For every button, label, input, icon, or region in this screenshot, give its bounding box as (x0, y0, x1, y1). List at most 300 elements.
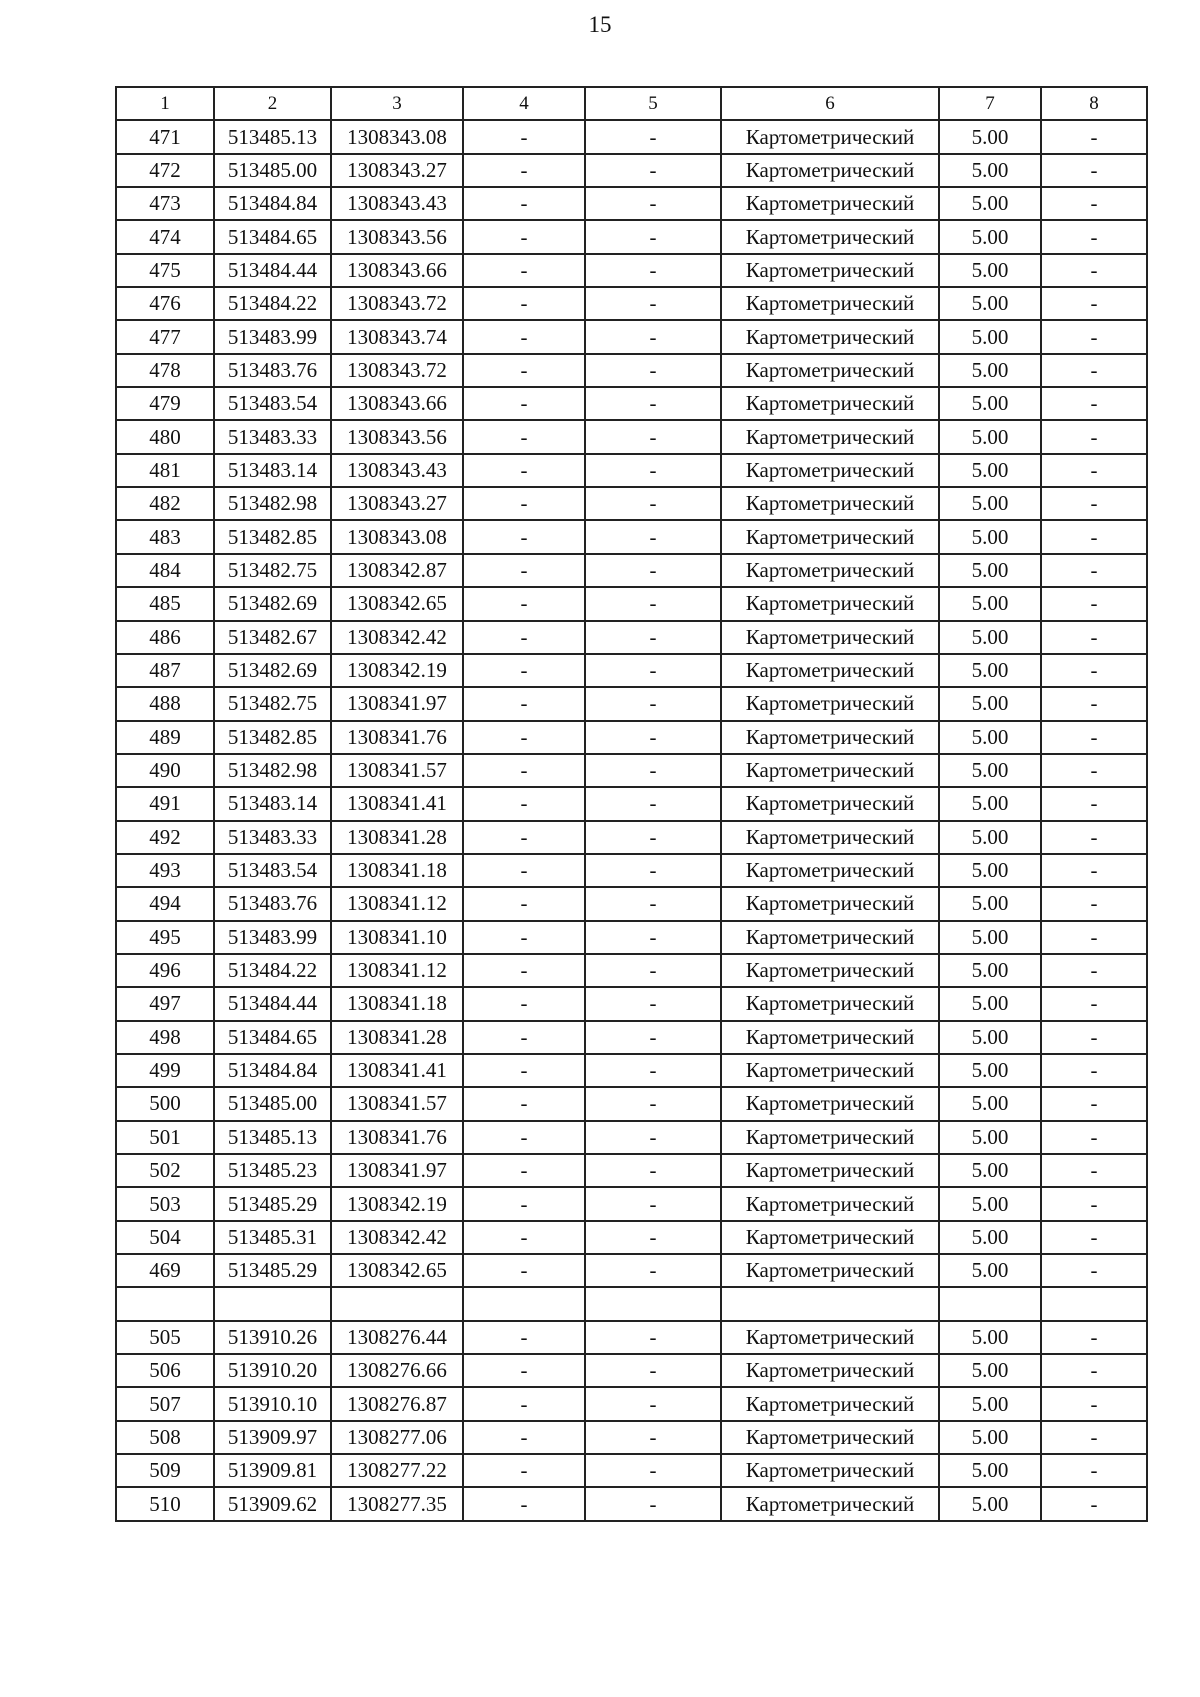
x-coordinate-cell: 513483.14 (214, 787, 331, 820)
y-coordinate-cell: 1308277.06 (331, 1421, 463, 1454)
x-coordinate-cell: 513484.84 (214, 187, 331, 220)
col4-cell: - (463, 1454, 585, 1487)
y-coordinate-cell: 1308343.66 (331, 387, 463, 420)
accuracy-cell: 5.00 (939, 1487, 1041, 1520)
point-number-cell: 489 (116, 721, 214, 754)
col4-cell: - (463, 1421, 585, 1454)
x-coordinate-cell: 513482.75 (214, 554, 331, 587)
method-cell: Картометрический (721, 1321, 939, 1354)
point-number-cell: 487 (116, 654, 214, 687)
x-coordinate-cell: 513483.99 (214, 921, 331, 954)
col4-cell: - (463, 487, 585, 520)
x-coordinate-cell: 513483.54 (214, 854, 331, 887)
col8-cell: - (1041, 320, 1147, 353)
col5-cell: - (585, 687, 721, 720)
method-cell: Картометрический (721, 954, 939, 987)
method-cell: Картометрический (721, 854, 939, 887)
table-row (116, 1087, 1147, 1120)
col8-cell: - (1041, 1021, 1147, 1054)
col4-cell: - (463, 1021, 585, 1054)
col8-cell: - (1041, 954, 1147, 987)
x-coordinate-cell: 513910.10 (214, 1387, 331, 1420)
col5-cell: - (585, 320, 721, 353)
method-cell: Картометрический (721, 454, 939, 487)
table-row (116, 1121, 1147, 1154)
y-coordinate-cell: 1308343.66 (331, 254, 463, 287)
col5-cell: - (585, 1487, 721, 1520)
accuracy-cell: 5.00 (939, 254, 1041, 287)
point-number-cell: 499 (116, 1054, 214, 1087)
table-row (116, 1221, 1147, 1254)
col8-cell: - (1041, 387, 1147, 420)
method-cell: Картометрический (721, 887, 939, 920)
col4-cell: - (463, 854, 585, 887)
col4-cell: - (463, 1254, 585, 1287)
table-row (116, 954, 1147, 987)
point-number-cell: 495 (116, 921, 214, 954)
col8-cell: - (1041, 1087, 1147, 1120)
x-coordinate-cell: 513483.33 (214, 821, 331, 854)
col8-cell: - (1041, 1154, 1147, 1187)
col8-cell: - (1041, 1487, 1147, 1520)
accuracy-cell: 5.00 (939, 1454, 1041, 1487)
col8-cell: - (1041, 1421, 1147, 1454)
table-row (116, 1287, 1147, 1320)
column-header: 7 (939, 87, 1041, 120)
col5-cell: - (585, 354, 721, 387)
table-row (116, 120, 1147, 153)
col4-cell: - (463, 887, 585, 920)
point-number-cell: 478 (116, 354, 214, 387)
col5-cell: - (585, 1454, 721, 1487)
col4-cell: - (463, 1321, 585, 1354)
x-coordinate-cell: 513485.29 (214, 1254, 331, 1287)
accuracy-cell: 5.00 (939, 621, 1041, 654)
method-cell: Картометрический (721, 1154, 939, 1187)
col4-cell: - (463, 1487, 585, 1520)
col8-cell: - (1041, 721, 1147, 754)
col5-cell: - (585, 721, 721, 754)
col4-cell: - (463, 354, 585, 387)
col8-cell: - (1041, 354, 1147, 387)
col8-cell: - (1041, 420, 1147, 453)
x-coordinate-cell: 513482.98 (214, 754, 331, 787)
point-number-cell: 505 (116, 1321, 214, 1354)
col5-cell: - (585, 621, 721, 654)
table-row (116, 654, 1147, 687)
col5-cell: - (585, 1087, 721, 1120)
table-row (116, 1387, 1147, 1420)
y-coordinate-cell: 1308341.97 (331, 687, 463, 720)
table-row (116, 320, 1147, 353)
col5-cell: - (585, 520, 721, 553)
col5-cell: - (585, 1121, 721, 1154)
point-number-cell: 490 (116, 754, 214, 787)
point-number-cell: 472 (116, 154, 214, 187)
y-coordinate-cell: 1308343.43 (331, 187, 463, 220)
method-cell: Картометрический (721, 1054, 939, 1087)
col5-cell: - (585, 654, 721, 687)
col8-cell: - (1041, 687, 1147, 720)
table-row (116, 154, 1147, 187)
accuracy-cell: 5.00 (939, 1154, 1041, 1187)
x-coordinate-cell: 513909.62 (214, 1487, 331, 1520)
col5-cell: - (585, 454, 721, 487)
x-coordinate-cell: 513482.75 (214, 687, 331, 720)
x-coordinate-cell: 513482.85 (214, 520, 331, 553)
col5-cell: - (585, 887, 721, 920)
accuracy-cell: 5.00 (939, 654, 1041, 687)
accuracy-cell: 5.00 (939, 454, 1041, 487)
page-number: 15 (588, 12, 612, 37)
point-number-cell: 483 (116, 520, 214, 553)
method-cell: Картометрический (721, 1087, 939, 1120)
col4-cell: - (463, 454, 585, 487)
col5-cell: - (585, 120, 721, 153)
col4-cell: - (463, 921, 585, 954)
point-number-cell: 501 (116, 1121, 214, 1154)
col4-cell: - (463, 954, 585, 987)
method-cell: Картометрический (721, 754, 939, 787)
col4-cell: - (463, 1354, 585, 1387)
col5-cell: - (585, 387, 721, 420)
y-coordinate-cell (331, 1287, 463, 1320)
x-coordinate-cell: 513483.99 (214, 320, 331, 353)
col4-cell: - (463, 120, 585, 153)
point-number-cell: 480 (116, 420, 214, 453)
col8-cell: - (1041, 120, 1147, 153)
accuracy-cell: 5.00 (939, 554, 1041, 587)
y-coordinate-cell: 1308341.18 (331, 987, 463, 1020)
col8-cell: - (1041, 654, 1147, 687)
table-row (116, 387, 1147, 420)
accuracy-cell: 5.00 (939, 854, 1041, 887)
x-coordinate-cell: 513485.13 (214, 1121, 331, 1154)
point-number-cell: 481 (116, 454, 214, 487)
point-number-cell: 496 (116, 954, 214, 987)
x-coordinate-cell: 513485.00 (214, 154, 331, 187)
col5-cell: - (585, 987, 721, 1020)
accuracy-cell: 5.00 (939, 1321, 1041, 1354)
col8-cell: - (1041, 887, 1147, 920)
y-coordinate-cell: 1308343.72 (331, 287, 463, 320)
x-coordinate-cell: 513485.23 (214, 1154, 331, 1187)
x-coordinate-cell: 513483.14 (214, 454, 331, 487)
table-row (116, 454, 1147, 487)
col5-cell: - (585, 1321, 721, 1354)
method-cell: Картометрический (721, 520, 939, 553)
x-coordinate-cell: 513483.76 (214, 887, 331, 920)
accuracy-cell: 5.00 (939, 821, 1041, 854)
col5-cell: - (585, 1054, 721, 1087)
method-cell: Картометрический (721, 1254, 939, 1287)
point-number-cell: 484 (116, 554, 214, 587)
method-cell: Картометрический (721, 1221, 939, 1254)
accuracy-cell: 5.00 (939, 1221, 1041, 1254)
y-coordinate-cell: 1308342.87 (331, 554, 463, 587)
col8-cell: - (1041, 554, 1147, 587)
y-coordinate-cell: 1308341.76 (331, 1121, 463, 1154)
accuracy-cell: 5.00 (939, 487, 1041, 520)
x-coordinate-cell: 513484.22 (214, 287, 331, 320)
y-coordinate-cell: 1308276.44 (331, 1321, 463, 1354)
col8-cell: - (1041, 1054, 1147, 1087)
col8-cell: - (1041, 1187, 1147, 1220)
col8-cell: - (1041, 754, 1147, 787)
point-number-cell: 502 (116, 1154, 214, 1187)
col4-cell: - (463, 587, 585, 620)
accuracy-cell: 5.00 (939, 1021, 1041, 1054)
col5-cell: - (585, 187, 721, 220)
accuracy-cell: 5.00 (939, 1254, 1041, 1287)
coordinates-table (115, 86, 1148, 1522)
y-coordinate-cell: 1308343.74 (331, 320, 463, 353)
table-row (116, 687, 1147, 720)
accuracy-cell: 5.00 (939, 420, 1041, 453)
method-cell: Картометрический (721, 354, 939, 387)
table-row (116, 254, 1147, 287)
point-number-cell: 469 (116, 1254, 214, 1287)
y-coordinate-cell: 1308342.42 (331, 1221, 463, 1254)
col8-cell: - (1041, 254, 1147, 287)
y-coordinate-cell: 1308343.56 (331, 420, 463, 453)
method-cell: Картометрический (721, 254, 939, 287)
method-cell: Картометрический (721, 621, 939, 654)
method-cell: Картометрический (721, 1487, 939, 1520)
col8-cell: - (1041, 987, 1147, 1020)
x-coordinate-cell: 513483.76 (214, 354, 331, 387)
col8-cell: - (1041, 1454, 1147, 1487)
table-row (116, 921, 1147, 954)
accuracy-cell: 5.00 (939, 520, 1041, 553)
y-coordinate-cell: 1308343.56 (331, 220, 463, 253)
x-coordinate-cell: 513484.65 (214, 220, 331, 253)
method-cell: Картометрический (721, 921, 939, 954)
col4-cell: - (463, 721, 585, 754)
method-cell: Картометрический (721, 1421, 939, 1454)
col4-cell: - (463, 154, 585, 187)
col4-cell: - (463, 621, 585, 654)
method-cell: Картометрический (721, 220, 939, 253)
accuracy-cell: 5.00 (939, 1087, 1041, 1120)
col5-cell: - (585, 287, 721, 320)
y-coordinate-cell: 1308342.65 (331, 1254, 463, 1287)
header-row (116, 87, 1147, 120)
col4-cell: - (463, 220, 585, 253)
table-row (116, 1154, 1147, 1187)
point-number-cell: 492 (116, 821, 214, 854)
accuracy-cell (939, 1287, 1041, 1320)
col8-cell: - (1041, 854, 1147, 887)
accuracy-cell: 5.00 (939, 220, 1041, 253)
col8-cell: - (1041, 187, 1147, 220)
table-row (116, 487, 1147, 520)
accuracy-cell: 5.00 (939, 787, 1041, 820)
accuracy-cell: 5.00 (939, 587, 1041, 620)
col8-cell: - (1041, 1121, 1147, 1154)
accuracy-cell: 5.00 (939, 754, 1041, 787)
x-coordinate-cell: 513482.85 (214, 721, 331, 754)
col8-cell: - (1041, 1354, 1147, 1387)
x-coordinate-cell: 513482.67 (214, 621, 331, 654)
col5-cell: - (585, 787, 721, 820)
table-row (116, 1354, 1147, 1387)
accuracy-cell: 5.00 (939, 1354, 1041, 1387)
y-coordinate-cell: 1308341.28 (331, 1021, 463, 1054)
point-number-cell: 476 (116, 287, 214, 320)
col8-cell: - (1041, 821, 1147, 854)
method-cell: Картометрический (721, 187, 939, 220)
table-row (116, 520, 1147, 553)
table-row (116, 621, 1147, 654)
accuracy-cell: 5.00 (939, 987, 1041, 1020)
col4-cell: - (463, 254, 585, 287)
col5-cell: - (585, 1154, 721, 1187)
accuracy-cell: 5.00 (939, 120, 1041, 153)
method-cell: Картометрический (721, 721, 939, 754)
col4-cell: - (463, 787, 585, 820)
y-coordinate-cell: 1308342.19 (331, 654, 463, 687)
table-row (116, 1054, 1147, 1087)
col4-cell: - (463, 320, 585, 353)
col4-cell: - (463, 1221, 585, 1254)
col4-cell: - (463, 287, 585, 320)
point-number-cell: 494 (116, 887, 214, 920)
accuracy-cell: 5.00 (939, 354, 1041, 387)
point-number-cell: 474 (116, 220, 214, 253)
method-cell: Картометрический (721, 987, 939, 1020)
col5-cell: - (585, 954, 721, 987)
table-row (116, 587, 1147, 620)
x-coordinate-cell: 513482.69 (214, 654, 331, 687)
col4-cell: - (463, 754, 585, 787)
method-cell: Картометрический (721, 1187, 939, 1220)
point-number-cell: 491 (116, 787, 214, 820)
method-cell: Картометрический (721, 1354, 939, 1387)
col5-cell (585, 1287, 721, 1320)
method-cell: Картометрический (721, 1454, 939, 1487)
point-number-cell: 485 (116, 587, 214, 620)
col4-cell: - (463, 1187, 585, 1220)
y-coordinate-cell: 1308342.65 (331, 587, 463, 620)
column-header: 4 (463, 87, 585, 120)
x-coordinate-cell: 513910.20 (214, 1354, 331, 1387)
col5-cell: - (585, 254, 721, 287)
col5-cell: - (585, 420, 721, 453)
method-cell: Картометрический (721, 387, 939, 420)
col4-cell: - (463, 187, 585, 220)
y-coordinate-cell: 1308343.08 (331, 120, 463, 153)
column-header: 3 (331, 87, 463, 120)
y-coordinate-cell: 1308341.18 (331, 854, 463, 887)
point-number-cell: 486 (116, 621, 214, 654)
accuracy-cell: 5.00 (939, 387, 1041, 420)
col8-cell: - (1041, 1321, 1147, 1354)
accuracy-cell: 5.00 (939, 954, 1041, 987)
col4-cell: - (463, 687, 585, 720)
x-coordinate-cell (214, 1287, 331, 1320)
accuracy-cell: 5.00 (939, 1054, 1041, 1087)
y-coordinate-cell: 1308342.19 (331, 1187, 463, 1220)
method-cell: Картометрический (721, 120, 939, 153)
method-cell: Картометрический (721, 787, 939, 820)
table-row (116, 821, 1147, 854)
col8-cell: - (1041, 487, 1147, 520)
col4-cell: - (463, 387, 585, 420)
point-number-cell: 506 (116, 1354, 214, 1387)
column-header: 5 (585, 87, 721, 120)
point-number-cell: 473 (116, 187, 214, 220)
accuracy-cell: 5.00 (939, 887, 1041, 920)
point-number-cell: 500 (116, 1087, 214, 1120)
method-cell: Картометрический (721, 1121, 939, 1154)
y-coordinate-cell: 1308343.27 (331, 154, 463, 187)
accuracy-cell: 5.00 (939, 1187, 1041, 1220)
col8-cell: - (1041, 1387, 1147, 1420)
accuracy-cell: 5.00 (939, 721, 1041, 754)
accuracy-cell: 5.00 (939, 1421, 1041, 1454)
y-coordinate-cell: 1308343.43 (331, 454, 463, 487)
col8-cell: - (1041, 787, 1147, 820)
point-number-cell: 509 (116, 1454, 214, 1487)
point-number-cell: 475 (116, 254, 214, 287)
y-coordinate-cell: 1308341.76 (331, 721, 463, 754)
col5-cell: - (585, 1354, 721, 1387)
point-number-cell: 503 (116, 1187, 214, 1220)
col5-cell: - (585, 587, 721, 620)
y-coordinate-cell: 1308341.57 (331, 754, 463, 787)
col5-cell: - (585, 1421, 721, 1454)
x-coordinate-cell: 513485.31 (214, 1221, 331, 1254)
col4-cell: - (463, 554, 585, 587)
col5-cell: - (585, 554, 721, 587)
column-header: 6 (721, 87, 939, 120)
x-coordinate-cell: 513482.69 (214, 587, 331, 620)
accuracy-cell: 5.00 (939, 1387, 1041, 1420)
accuracy-cell: 5.00 (939, 187, 1041, 220)
point-number-cell: 479 (116, 387, 214, 420)
x-coordinate-cell: 513909.81 (214, 1454, 331, 1487)
column-header: 2 (214, 87, 331, 120)
col4-cell: - (463, 1054, 585, 1087)
table-row (116, 554, 1147, 587)
method-cell: Картометрический (721, 554, 939, 587)
table-row (116, 721, 1147, 754)
col8-cell: - (1041, 520, 1147, 553)
y-coordinate-cell: 1308341.97 (331, 1154, 463, 1187)
accuracy-cell: 5.00 (939, 320, 1041, 353)
col8-cell: - (1041, 921, 1147, 954)
table-row (116, 754, 1147, 787)
x-coordinate-cell: 513483.33 (214, 420, 331, 453)
y-coordinate-cell: 1308343.27 (331, 487, 463, 520)
method-cell: Картометрический (721, 420, 939, 453)
col5-cell: - (585, 1254, 721, 1287)
table-row (116, 420, 1147, 453)
x-coordinate-cell: 513485.29 (214, 1187, 331, 1220)
table-row (116, 1321, 1147, 1354)
point-number-cell: 510 (116, 1487, 214, 1520)
col4-cell: - (463, 420, 585, 453)
y-coordinate-cell: 1308343.72 (331, 354, 463, 387)
col5-cell: - (585, 921, 721, 954)
col5-cell: - (585, 1187, 721, 1220)
col5-cell: - (585, 854, 721, 887)
y-coordinate-cell: 1308342.42 (331, 621, 463, 654)
y-coordinate-cell: 1308341.28 (331, 821, 463, 854)
point-number-cell: 471 (116, 120, 214, 153)
method-cell: Картометрический (721, 1387, 939, 1420)
